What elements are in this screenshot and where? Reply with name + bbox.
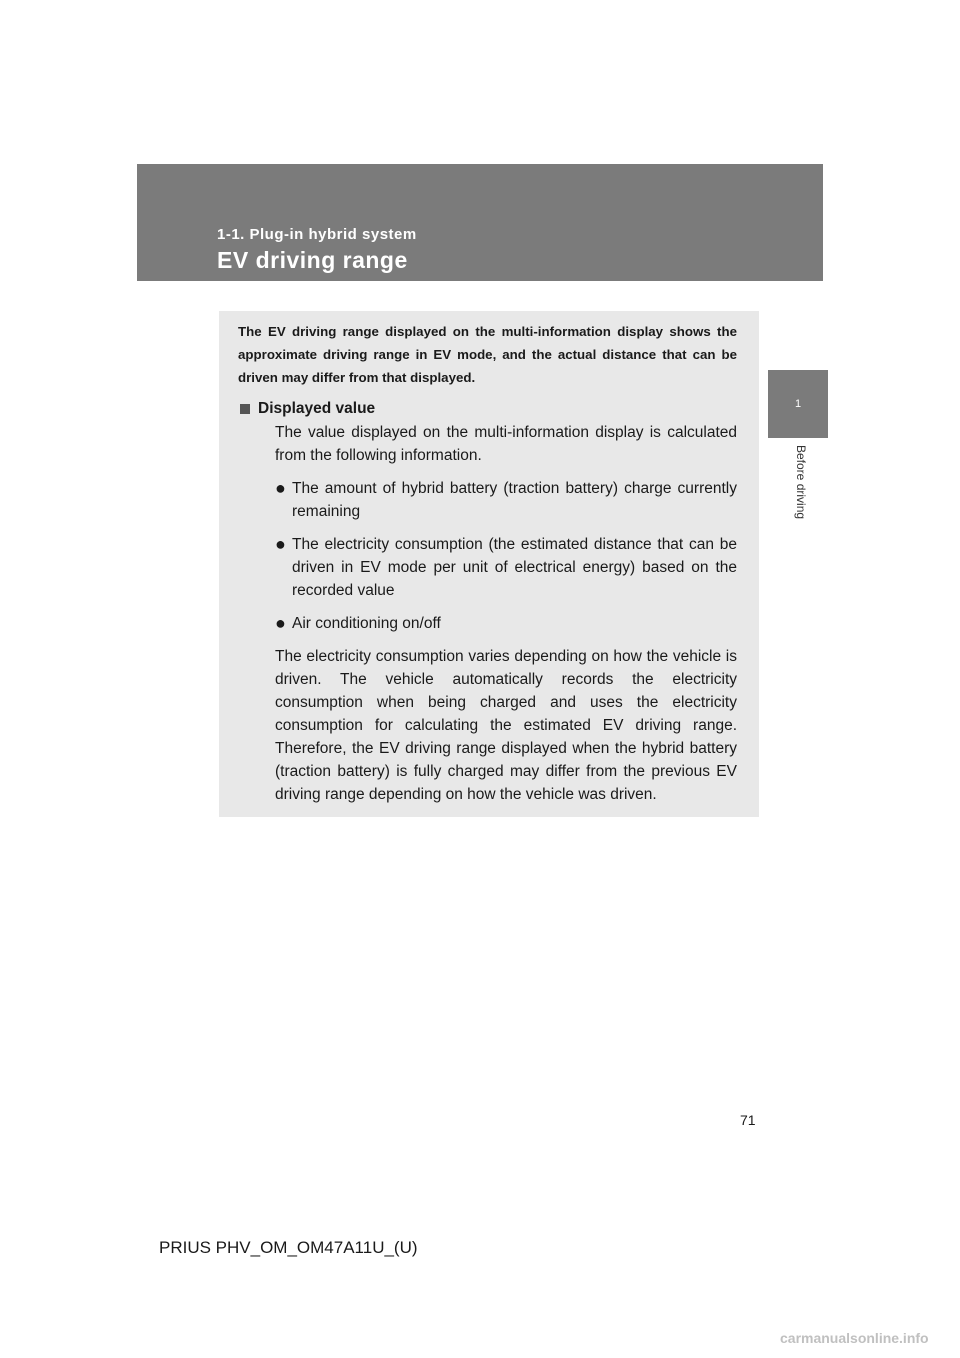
- square-bullet-icon: [240, 404, 250, 414]
- displayed-value-section: [275, 421, 737, 806]
- list-item-text: The amount of hybrid battery (traction battery) charge currently remaining: [292, 480, 737, 520]
- lead-paragraph: The value displayed on the multi-information display is calculated from the following information.: [275, 424, 737, 464]
- list-item: [275, 477, 737, 523]
- list-item: [275, 533, 737, 602]
- header-band: [137, 164, 823, 281]
- page-number: 71: [740, 1112, 756, 1128]
- bullet-dot-icon: ●: [275, 478, 286, 498]
- section-label: 1-1. Plug-in hybrid system: [217, 226, 417, 243]
- list-item-text: Air conditioning on/off: [292, 615, 441, 632]
- chapter-label: Before driving: [794, 445, 808, 520]
- watermark: carmanualsonline.info: [780, 1330, 929, 1346]
- intro-paragraph: The EV driving range displayed on the multi-information display shows the approximate driving range in EV mode, and the actual distance that can be driven may differ from that displayed.: [238, 324, 737, 385]
- page-title: EV driving range: [217, 247, 408, 273]
- bullet-dot-icon: ●: [275, 534, 286, 554]
- chapter-tab[interactable]: 1: [768, 370, 828, 438]
- subheading: [238, 397, 737, 421]
- document-code: PRIUS PHV_OM_OM47A11U_(U): [159, 1238, 418, 1257]
- list-item: [275, 612, 737, 635]
- subheading-text: Displayed value: [258, 400, 376, 417]
- bullet-dot-icon: ●: [275, 613, 286, 633]
- closing-paragraph: The electricity consumption varies depending on how the vehicle is driven. The vehicle automatically records the electricity consumption when being charged and uses the electricity consumption for calculating the estimated EV driving range. Therefore, the EV driving range displayed when the hybrid battery (traction battery) is fully charged may differ from the previous EV driving range depending on how the vehicle was driven.: [275, 648, 737, 803]
- list-item-text: The electricity consumption (the estimated distance that can be driven in EV mode per unit of electrical energy) based on the recorded value: [292, 536, 737, 599]
- content-box: [219, 311, 759, 817]
